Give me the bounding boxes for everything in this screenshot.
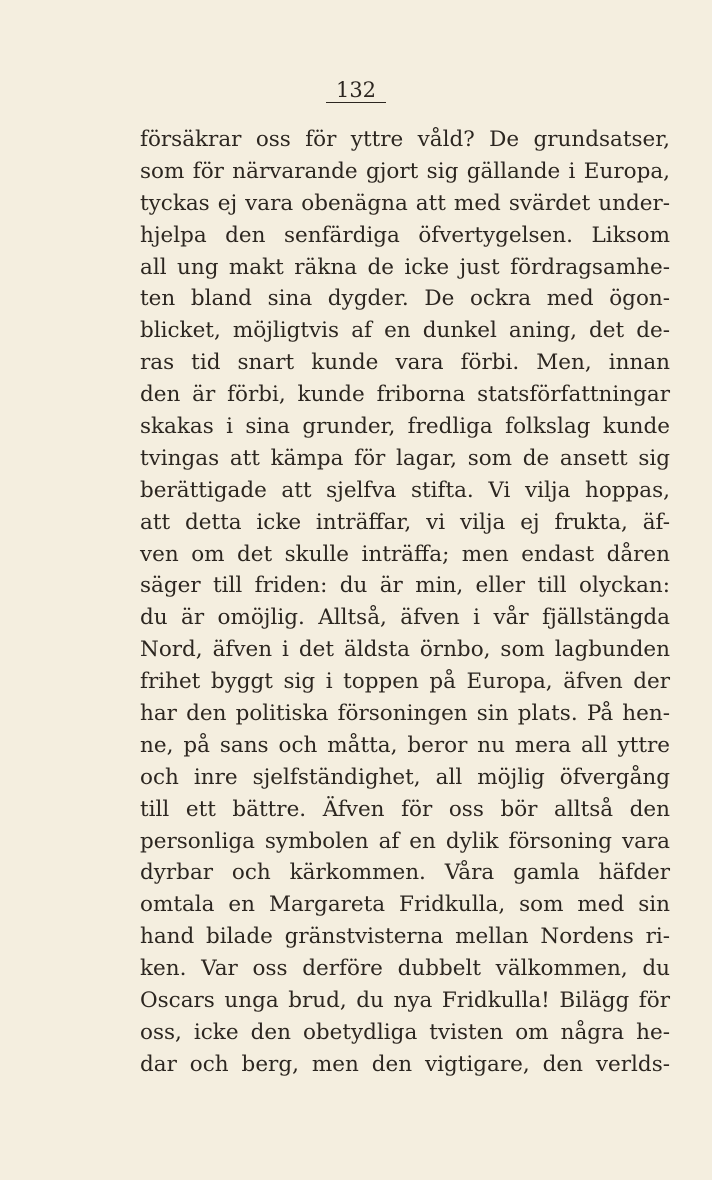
text-line: ken. Var oss derföre dubbelt välkommen, du [140,956,670,982]
text-line: tyckas ej vara obenägna att med svärdet under- [140,190,670,216]
text-line: oss, icke den obetydliga tvisten om några he- [140,1019,670,1045]
text-line: personliga symbolen af en dylik försoning vara [140,828,670,854]
page-number-text: 132 [326,78,386,103]
text-line: att detta icke inträffar, vi vilja ej frukta, äf- [140,509,670,535]
text-line: Nord, äfven i det äldsta örnbo, som lagbunden [140,637,670,663]
text-line: ras tid snart kunde vara förbi. Men, innan [140,350,670,376]
text-line: till ett bättre. Äfven för oss bör alltså den [140,796,670,822]
text-line: Oscars unga brud, du nya Fridkulla! Bilägg för [140,988,670,1014]
text-line: säger till friden: du är min, eller till olyckan: [140,573,670,599]
text-line: har den politiska försoningen sin plats. På hen- [140,701,670,727]
text-line: ven om det skulle inträffa; men endast dåren [140,541,670,567]
text-line: ten bland sina dygder. De ockra med ögon- [140,286,670,312]
text-line: frihet byggt sig i toppen på Europa, äfven der [140,669,670,695]
page-number [0,78,712,102]
text-line: all ung makt räkna de icke just fördragsamhe- [140,254,670,280]
text-line: tvingas att kämpa för lagar, som de ansett sig [140,445,670,471]
text-line: försäkrar oss för yttre våld? De grundsatser, [140,127,670,152]
text-line: dar och berg, men den vigtigare, den verlds- [140,1051,670,1077]
text-line: du är omöjlig. Alltså, äfven i vår fjällstängda [140,605,670,631]
body-text [140,124,670,1081]
text-line: den är förbi, kunde friborna statsförfattningar [140,382,670,408]
text-line: omtala en Margareta Fridkulla, som med sin [140,892,670,918]
text-line: dyrbar och kärkommen. Våra gamla häfder [140,860,670,886]
text-line: skakas i sina grunder, fredliga folkslag kunde [140,414,670,440]
text-line: berättigade att sjelfva stifta. Vi vilja hoppas, [140,477,670,503]
text-line: blicket, möjligtvis af en dunkel aning, det de- [140,318,670,344]
text-line: och inre sjelfständighet, all möjlig öfvergång [140,764,670,790]
text-line: som för närvarande gjort sig gällande i Europa, [140,158,670,184]
text-line: ne, på sans och måtta, beror nu mera all yttre [140,732,670,758]
text-line: hand bilade gränstvisterna mellan Nordens ri- [140,924,670,950]
text-line: hjelpa den senfärdiga öfvertygelsen. Liksom [140,222,670,248]
